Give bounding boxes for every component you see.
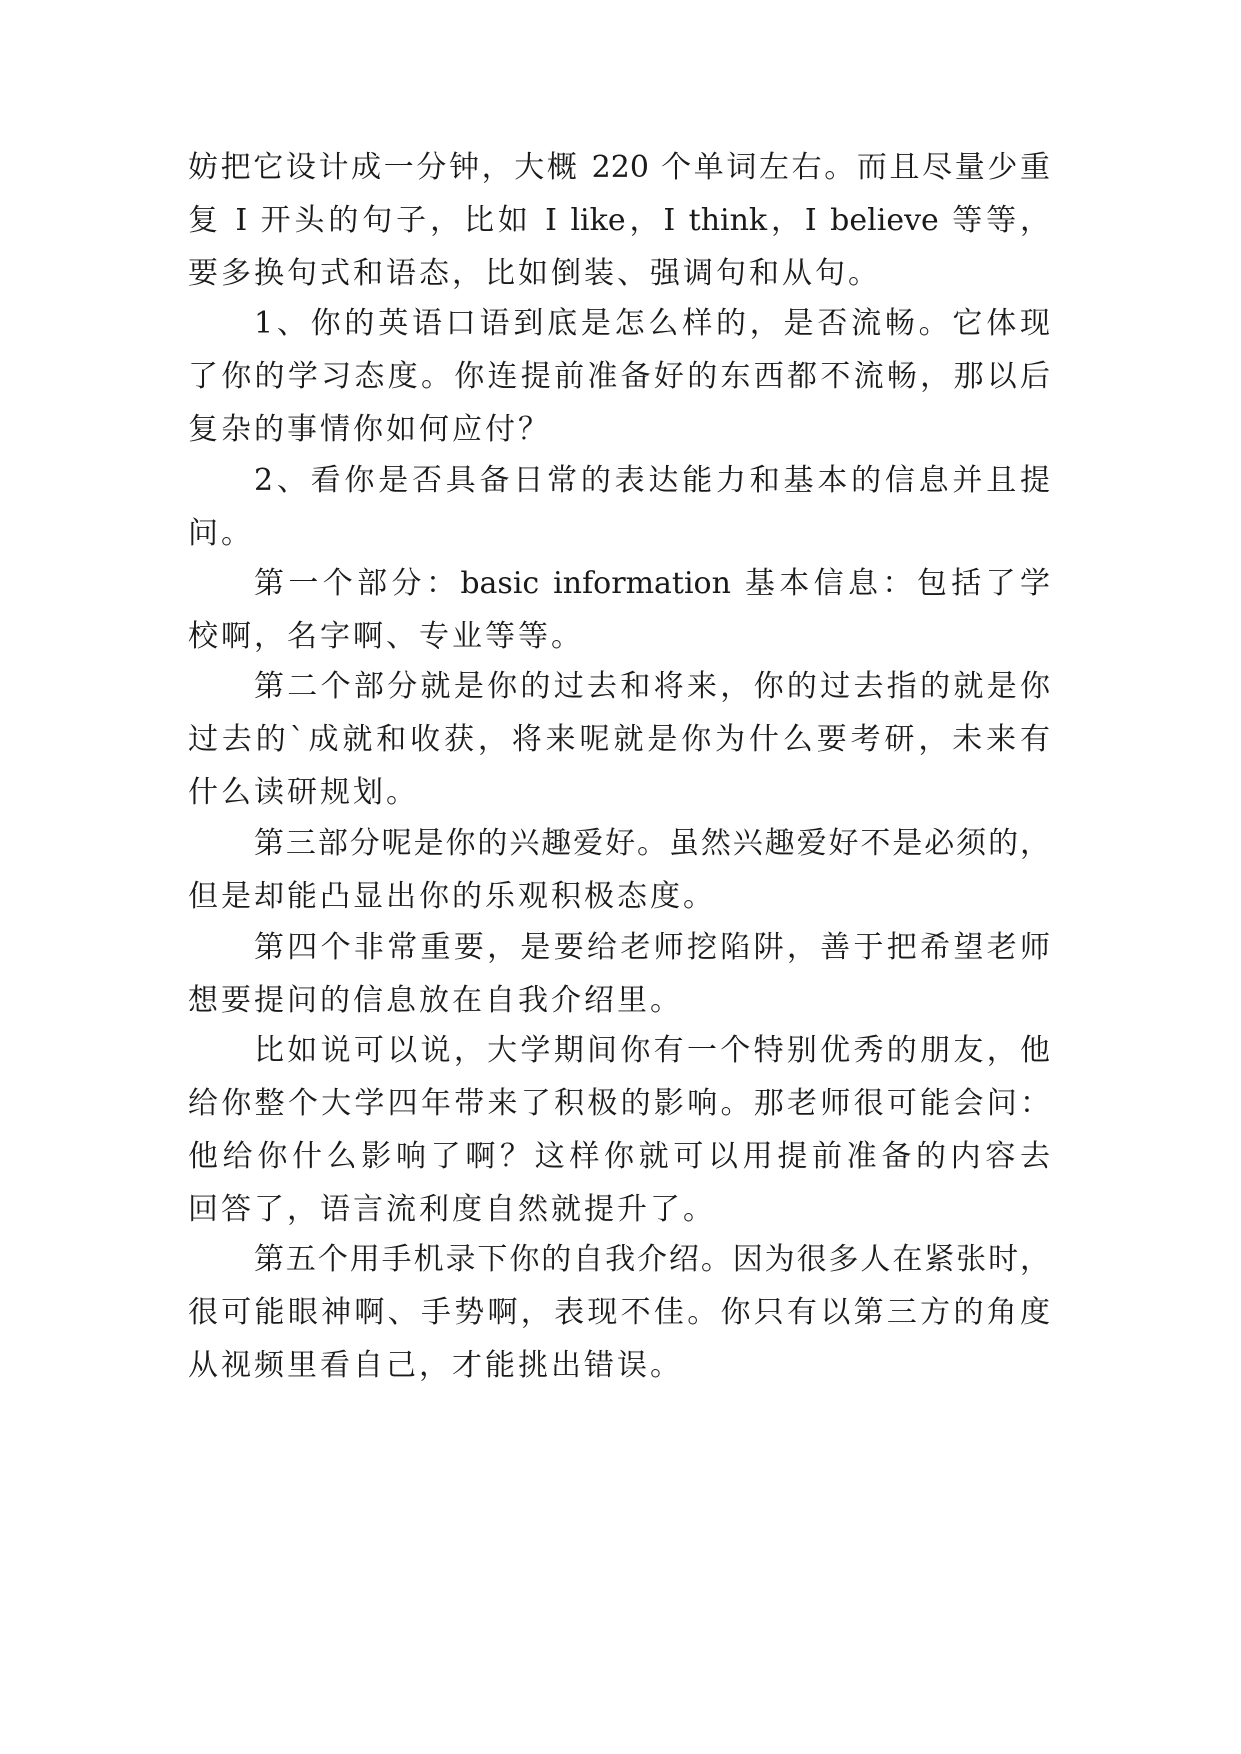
text-line: 妨把它设计成一分钟，大概 220 个单词左右。而且尽量少重 <box>188 150 1050 185</box>
text-line: 问。 <box>188 516 254 551</box>
text-line: 复杂的事情你如何应付？ <box>188 412 551 447</box>
text-line: 过去的`成就和收获，将来呢就是你为什么要考研，未来有 <box>188 722 1050 757</box>
text-line: 第三部分呢是你的兴趣爱好。虽然兴趣爱好不是必须的， <box>254 826 1050 861</box>
text-line: 比如说可以说，大学期间你有一个特别优秀的朋友，他 <box>254 1033 1050 1068</box>
text-line: 他给你什么影响了啊？这样你就可以用提前准备的内容去 <box>188 1139 1050 1174</box>
text-line: 校啊，名字啊、专业等等。 <box>188 619 584 654</box>
text-line: 很可能眼神啊、手势啊，表现不佳。你只有以第三方的角度 <box>188 1295 1050 1330</box>
text-line: 但是却能凸显出你的乐观积极态度。 <box>188 879 716 914</box>
text-line: 回答了，语言流利度自然就提升了。 <box>188 1192 716 1227</box>
text-line: 复 I 开头的句子，比如 I like，I think，I believe 等等， <box>188 203 1050 238</box>
text-line: 第二个部分就是你的过去和将来，你的过去指的就是你 <box>254 669 1050 704</box>
text-line: 1、你的英语口语到底是怎么样的，是否流畅。它体现 <box>254 306 1050 341</box>
text-line: 给你整个大学四年带来了积极的影响。那老师很可能会问： <box>188 1086 1050 1121</box>
text-line: 从视频里看自己，才能挑出错误。 <box>188 1348 683 1383</box>
text-line: 了你的学习态度。你连提前准备好的东西都不流畅，那以后 <box>188 359 1050 394</box>
text-line: 什么读研规划。 <box>188 775 419 810</box>
text-line: 第五个用手机录下你的自我介绍。因为很多人在紧张时， <box>254 1242 1050 1277</box>
text-line: 第四个非常重要，是要给老师挖陷阱，善于把希望老师 <box>254 930 1050 965</box>
text-line: 要多换句式和语态，比如倒装、强调句和从句。 <box>188 256 881 291</box>
text-line: 第一个部分：basic information 基本信息：包括了学 <box>254 566 1050 601</box>
text-line: 想要提问的信息放在自我介绍里。 <box>188 983 683 1018</box>
text-line: 2、看你是否具备日常的表达能力和基本的信息并且提 <box>254 463 1050 498</box>
